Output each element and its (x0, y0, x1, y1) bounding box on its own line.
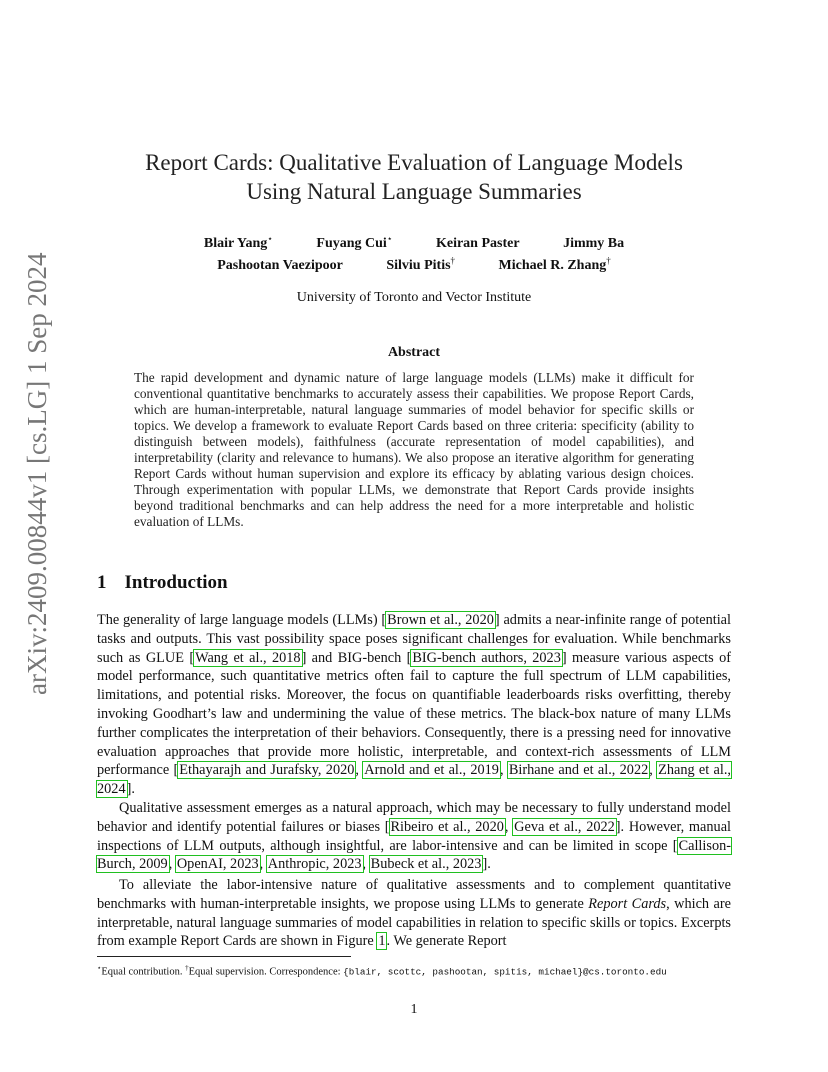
citation-link[interactable]: Ribeiro et al., 2020 (390, 818, 504, 835)
paper-title (60, 148, 768, 206)
author: Silviu Pitis† (386, 255, 456, 273)
page-number: 1 (410, 1002, 418, 1017)
paragraph-3: To alleviate the labor-intensive nature of qualitative assessments and to complement quantitative benchmarks with human-interpretable insights, we propose using LLMs to generate Report Cards, which are interpretable, natural language summaries of model capabilities in relation to specific skills or topics. Excerpts from example Report Cards are shown in Figure 1. We generate Report (97, 877, 732, 950)
affiliation: University of Toronto and Vector Institute (296, 290, 532, 305)
section-title: Introduction (124, 572, 228, 593)
footnote-rule (97, 956, 351, 957)
figure-link[interactable]: 1 (378, 933, 386, 950)
abstract-heading: Abstract (387, 345, 441, 360)
citation-link[interactable]: Brown et al., 2020 (387, 612, 494, 628)
author: Keiran Paster (435, 235, 520, 251)
arxiv-id: arXiv:2409.00844v1 [cs.LG] 1 Sep 2024 (22, 252, 52, 695)
author: Blair Yang⋆ (203, 233, 273, 251)
citation-link[interactable]: Birhane and et al., 2022 (508, 762, 649, 779)
section-number: 1 (97, 572, 107, 593)
citation-link[interactable]: BIG-bench authors, 2023 (412, 649, 561, 666)
citation-link[interactable]: Callison-Burch, 2009 (97, 837, 731, 873)
author: Fuyang Cui⋆ (316, 233, 393, 251)
author-row-1 (60, 233, 768, 252)
title-line-2: Using Natural Language Summaries (246, 179, 582, 204)
author-row-2 (60, 255, 768, 274)
citation-link[interactable]: Arnold and et al., 2019 (364, 762, 499, 779)
correspondence-email: {blair, scottc, pashootan, spitis, michael}@cs.toronto.edu (343, 966, 667, 978)
arxiv-stamp (18, 252, 58, 695)
title-line-1: Report Cards: Qualitative Evaluation of Language Models (145, 150, 683, 175)
footnote: ⋆Equal contribution. †Equal supervision. Correspondence: {blair, scottc, pashootan, spitis, michael}@cs.toronto.edu (97, 964, 667, 978)
citation-link[interactable]: Wang et al., 2018 (195, 649, 301, 666)
author: Michael R. Zhang† (498, 255, 611, 273)
citation-link[interactable]: Anthropic, 2023 (267, 856, 362, 873)
abstract-body: The rapid development and dynamic nature of large language models (LLMs) make it difficult for conventional quantitative benchmarks to accurately assess their capabilities. We propose Report Cards, which are human-interpretable, natural language summaries of model behavior for specific skills or topics. We develop a framework to evaluate Report Cards based on three criteria: specificity (ability to distinguish between models), faithfulness (accurate representation of model capabilities), and interpretability (clarity and relevance to humans). We also propose an iterative algorithm for generating Report Cards without human supervision and explore its efficacy by ablating various design choices. Through experimentation with popular LLMs, we demonstrate that Report Cards provide insights beyond traditional benchmarks and can help address the need for a more interpretable and holistic evaluation of LLMs. (134, 370, 694, 529)
citation-link[interactable]: OpenAI, 2023 (176, 856, 259, 873)
author: Pashootan Vaezipoor (217, 257, 343, 273)
citation-link[interactable]: Zhang et al., 2024 (97, 762, 732, 798)
section-heading (97, 572, 228, 594)
author: Jimmy Ba (563, 235, 625, 251)
citation-link[interactable]: Ethayarajh and Jurafsky, 2020 (179, 762, 355, 779)
paragraph-2: Qualitative assessment emerges as a natural approach, which may be necessary to fully understand model behavior and identify potential failures or biases [Ribeiro et al., 2020, Geva et al., 2022]. However, manual inspections of LLM outputs, although insightful, are labor-intensive and can be limited in scope [Callison-Burch, 2009, OpenAI, 2023, Anthropic, 2023, Bubeck et al., 2023]. (97, 800, 732, 873)
paragraph-1: The generality of large language models (LLMs) [Brown et al., 2020] admits a near-infinite range of potential tasks and outputs. This vast possibility space poses significant challenges for evaluation. While benchmarks such as GLUE [Wang et al., 2018] and BIG-bench [BIG-bench authors, 2023] measure various aspects of model performance, such quantitative metrics often fail to capture the full spectrum of LLM capabilities, limitations, and potential risks. Moreover, the focus on quantifiable leaderboards risks overfitting, thereby invoking Goodhart’s law and undermining the value of these metrics. The black-box nature of many LLMs further complicates the interpretation of their behaviors. Consequently, there is a pressing need for innovative evaluation approaches that provide more holistic, interpretable, and context-rich assessments of LLM performance [Ethayarajh and Jurafsky, 2020, Arnold and et al., 2019, Birhane and et al., 2022, Zhang et al., 2024]. (97, 612, 732, 798)
citation-link[interactable]: Bubeck et al., 2023 (370, 856, 482, 873)
citation-link[interactable]: Geva et al., 2022 (514, 818, 615, 835)
